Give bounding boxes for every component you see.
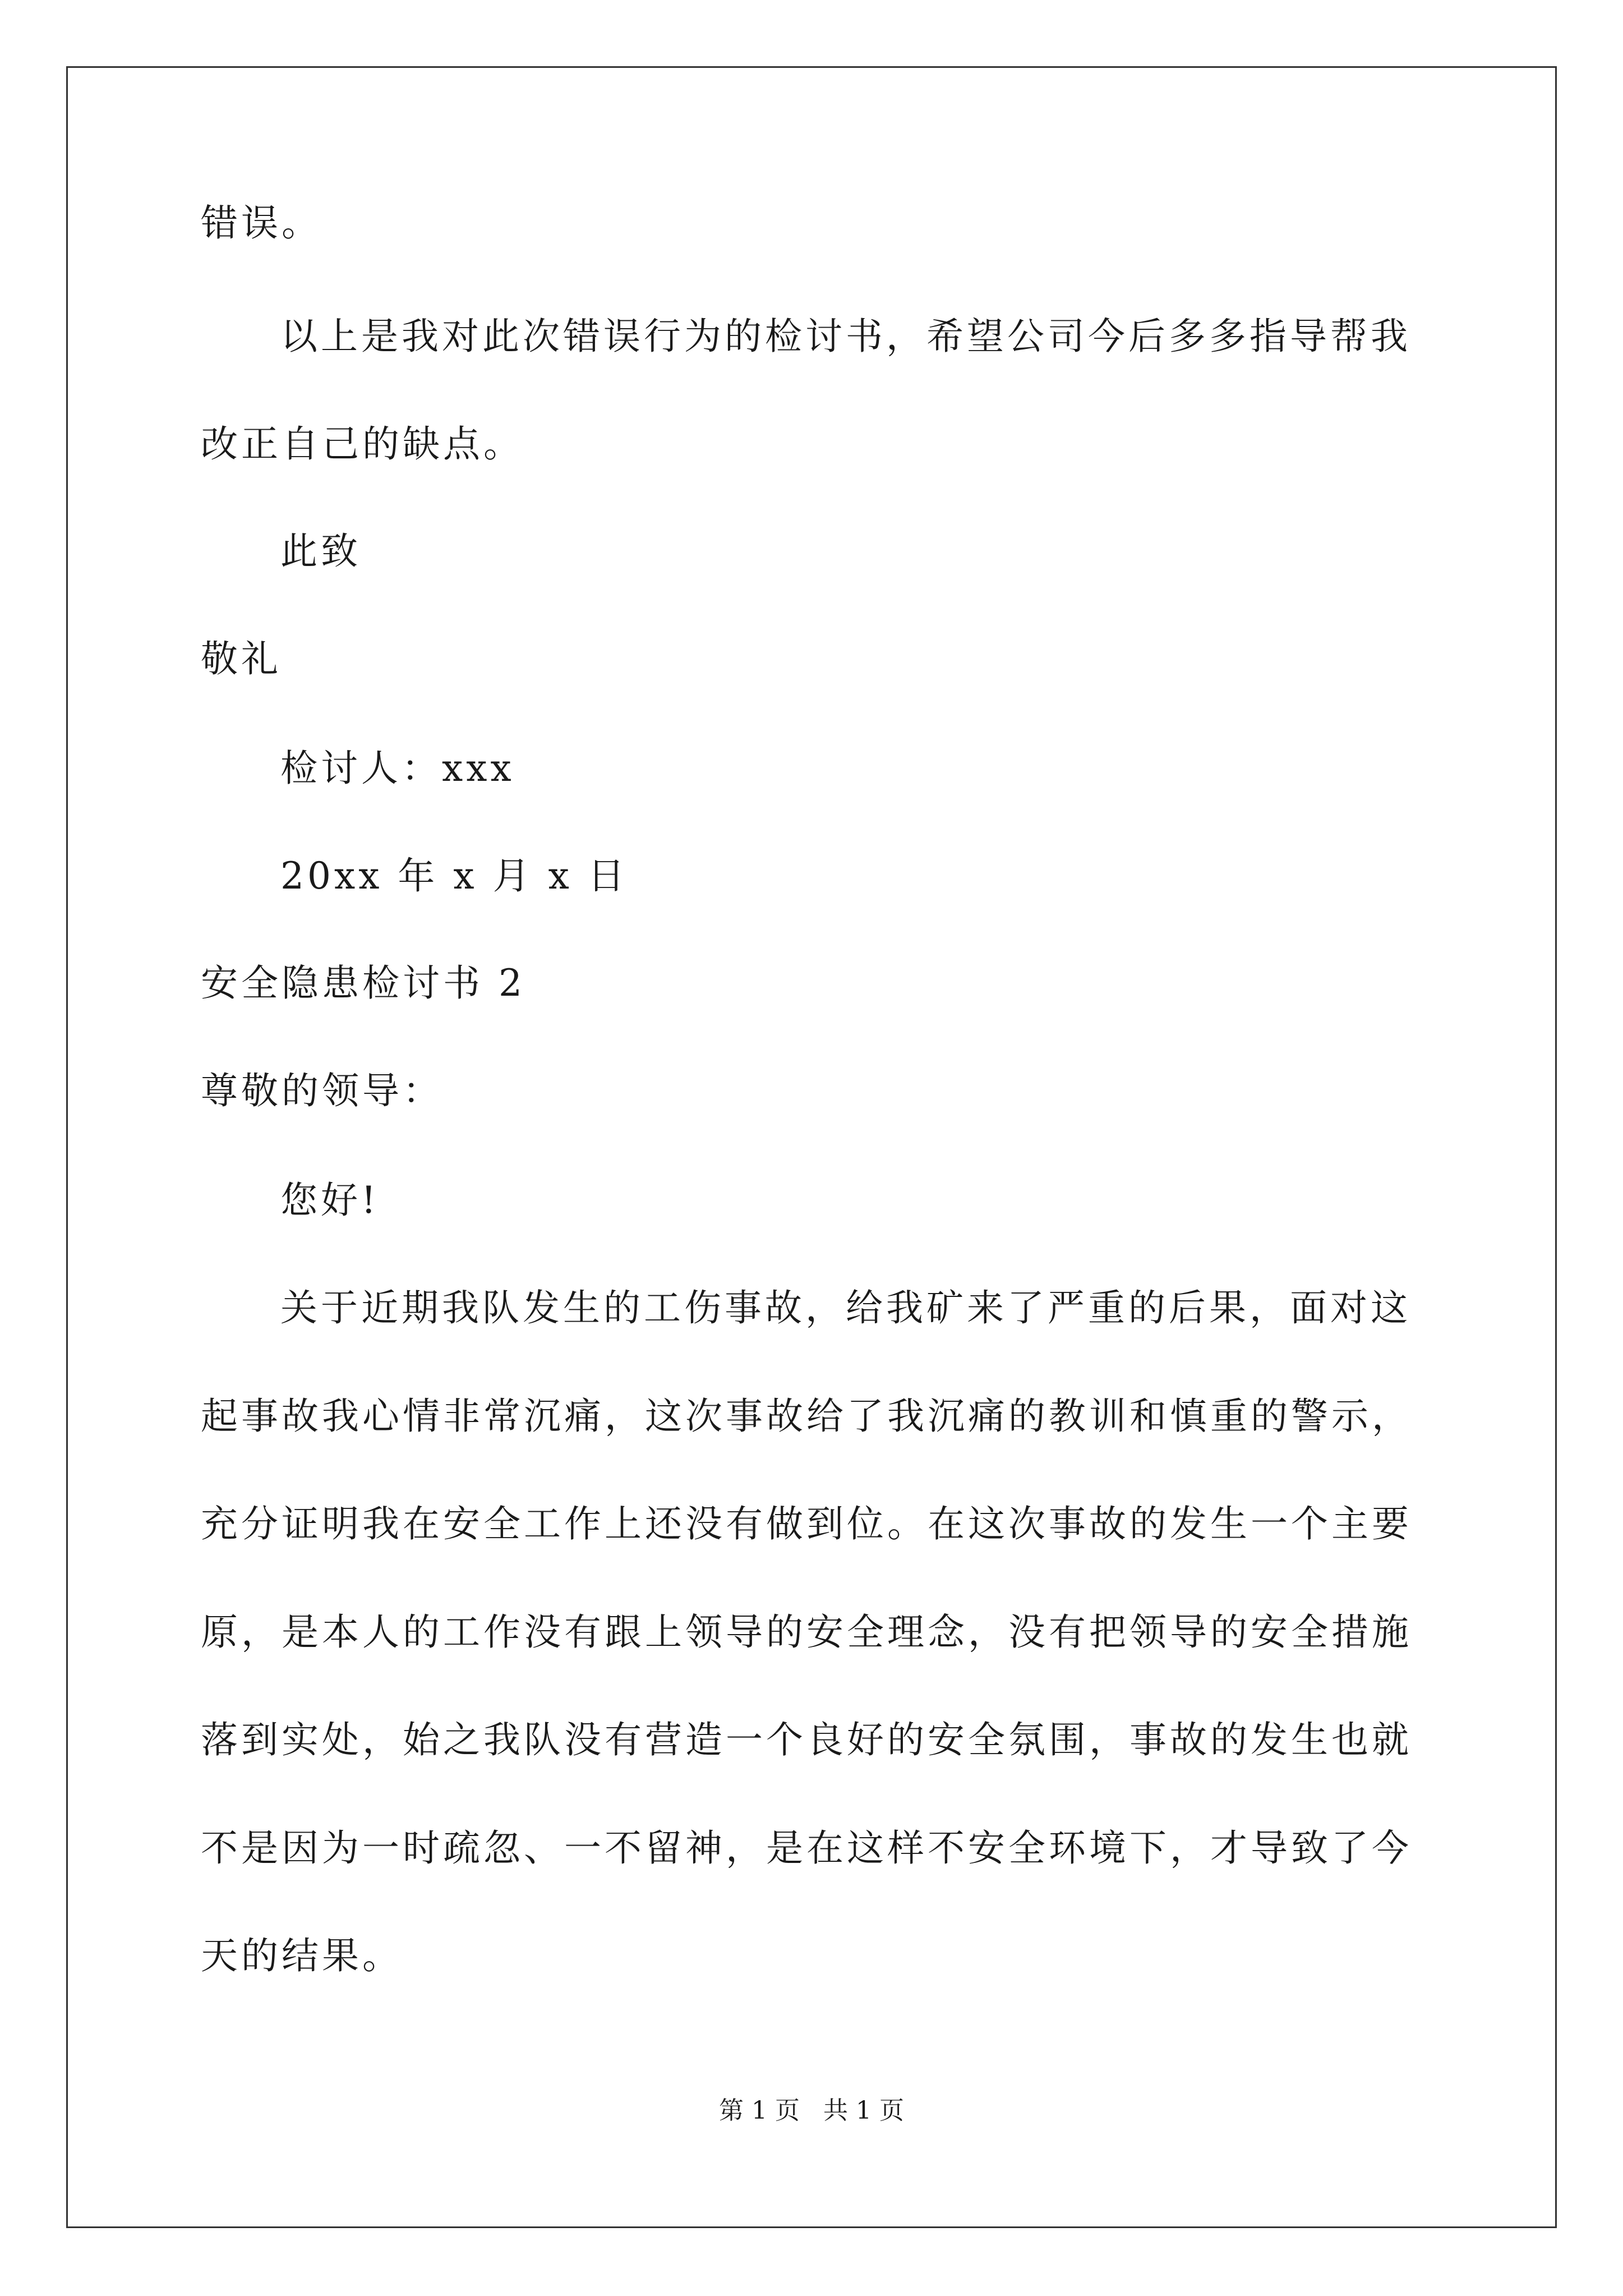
body-line-5: 落到实处，始之我队没有营造一个良好的安全氛围，事故的发生也就 [201, 1718, 1412, 1761]
page-footer: 第 1 页 共 1 页 [719, 2096, 904, 2125]
closing-salutation: 此致 [280, 530, 361, 573]
body-line-3: 充分证明我在安全工作上还没有做到位。在这次事故的发生一个主要 [201, 1502, 1412, 1545]
body-line-6: 不是因为一时疏忽、一不留神，是在这样不安全环境下，才导致了今 [201, 1826, 1412, 1870]
body-line-1: 关于近期我队发生的工伤事故，给我矿来了严重的后果，面对这 [280, 1286, 1411, 1329]
signature-author: 检讨人：xxx [280, 747, 515, 790]
body-line-7: 天的结果。 [201, 1934, 403, 1977]
text-line-2: 以上是我对此次错误行为的检讨书，希望公司今后多多指导帮我 [280, 315, 1411, 358]
body-line-2: 起事故我心情非常沉痛，这次事故给了我沉痛的教训和慎重的警示， [201, 1395, 1412, 1438]
text-line-3: 改正自己的缺点。 [201, 422, 524, 466]
signature-date: 20xx 年 x 月 x 日 [280, 854, 628, 898]
text-line-1: 错误。 [201, 201, 322, 245]
body-line-4: 原，是本人的工作没有跟上领导的安全理念，没有把领导的安全措施 [201, 1611, 1412, 1654]
page-border [66, 66, 1557, 2228]
greeting: 尊敬的领导： [201, 1069, 443, 1112]
closing-regards: 敬礼 [201, 637, 282, 680]
greeting-hello: 您好! [280, 1179, 380, 1222]
section-title: 安全隐患检讨书 2 [201, 961, 525, 1005]
